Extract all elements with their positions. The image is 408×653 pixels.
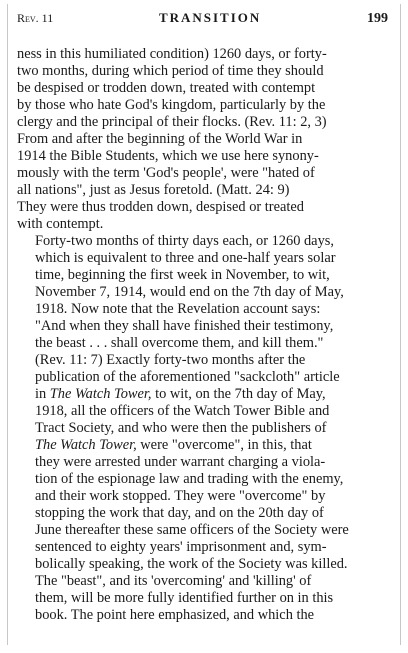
text-line: they were arrested under warrant charging a viola-	[35, 454, 326, 470]
text-line: by those who hate God's kingdom, particularly by the	[17, 97, 326, 113]
page-body	[17, 46, 388, 624]
running-header	[17, 10, 388, 32]
text-line: "And when they shall have finished their testimony,	[35, 318, 334, 334]
text-line: book. The point here emphasized, and which the	[35, 607, 315, 623]
text-line: two months, during which period of time they should	[17, 63, 324, 79]
text-line: with contempt.	[17, 216, 104, 232]
text-line: June thereafter these same officers of the Society were	[35, 522, 349, 538]
text-line: (Rev. 11: 7) Exactly forty-two months after the	[35, 352, 306, 368]
text-line: publication of the aforementioned "sackcloth" article	[35, 369, 340, 385]
text-line: the beast . . . shall overcome them, and kill them."	[35, 335, 324, 351]
text-line: mously with the term 'God's people', were "hated of	[17, 165, 315, 181]
book-page	[7, 4, 401, 645]
page-number: 199	[367, 11, 388, 26]
text-line: all nations", just as Jesus foretold. (Matt. 24: 9)	[17, 182, 290, 198]
text-line: which is equivalent to three and one-half years solar	[35, 250, 336, 266]
italic-title: The Watch Tower,	[49, 386, 152, 402]
text-line: They were thus trodden down, despised or treated	[17, 199, 304, 215]
text-line	[17, 386, 388, 403]
text-line: them, will be more fully identified further on in this	[35, 590, 334, 606]
italic-title: The Watch Tower,	[35, 437, 137, 453]
text-line: November 7, 1914, would end on the 7th day of May,	[35, 284, 344, 300]
text-line	[17, 437, 388, 454]
text-line: sentenced to eighty years' imprisonment and, sym-	[35, 539, 327, 555]
text-fragment: were "overcome", in this, that	[136, 437, 312, 453]
text-fragment: in	[35, 386, 50, 402]
text-line: clergy and the principal of their flocks. (Rev. 11: 2, 3)	[17, 114, 327, 130]
text-line: time, beginning the first week in November, to wit,	[35, 267, 330, 283]
text-line: ness in this humiliated condition) 1260 days, or forty-	[17, 46, 327, 62]
text-fragment: to wit, on the 7th day of May,	[151, 386, 326, 402]
text-line: be despised or trodden down, treated with contempt	[17, 80, 316, 96]
text-line: 1914 the Bible Students, which we use here synony-	[17, 148, 319, 164]
text-line: Forty-two months of thirty days each, or 1260 days,	[35, 233, 334, 249]
text-line: 1918. Now note that the Revelation account says:	[35, 301, 321, 317]
text-line: From and after the beginning of the World War in	[17, 131, 303, 147]
paragraph-forty-two-months	[17, 233, 388, 624]
text-line: The "beast", and its 'overcoming' and 'killing' of	[35, 573, 312, 589]
text-line: tion of the espionage law and trading with the enemy,	[35, 471, 344, 487]
running-title: TRANSITION	[158, 10, 262, 25]
text-line: Tract Society, and who were then the publishers of	[35, 420, 327, 436]
paragraph-continued	[17, 46, 388, 233]
chapter-reference: Rev. 11	[17, 11, 54, 25]
text-line: stopping the work that day, and on the 20th day of	[35, 505, 324, 521]
text-line: 1918, all the officers of the Watch Tower Bible and	[35, 403, 330, 419]
text-line: and their work stopped. They were "overcome" by	[35, 488, 326, 504]
text-line: bolically speaking, the work of the Society was killed.	[35, 556, 348, 572]
